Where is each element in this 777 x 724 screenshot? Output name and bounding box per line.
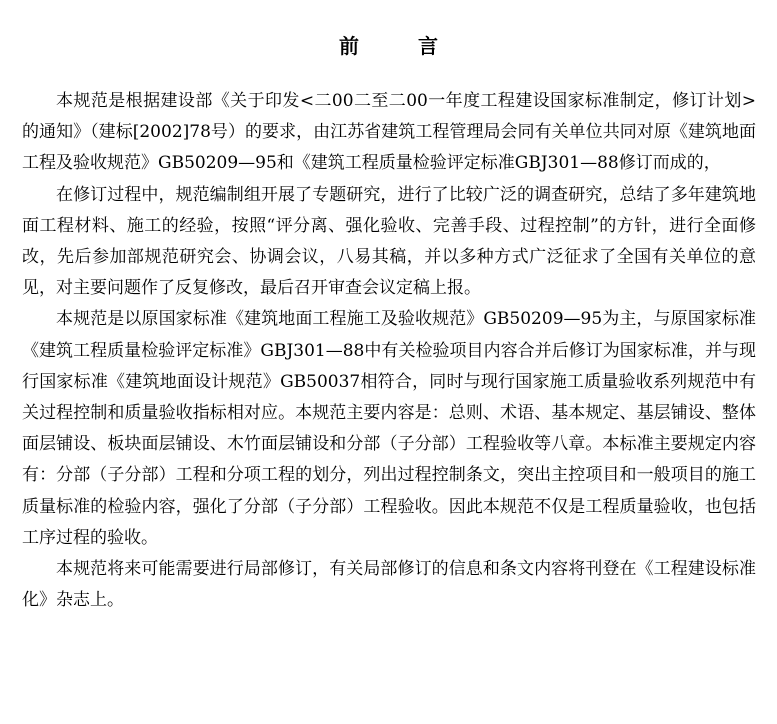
paragraph-revision-process: 在修订过程中，规范编制组开展了专题研究，进行了比较广泛的调查研究，总结了多年建筑地面工程材料、施工的经验，按照“评分离、强化验收、完善手段、过程控制”的方针，进行全面修改，先后参加部规范研究会、协调会议，八易其稿，并以多种方式广泛征求了全国有关单位的意见，对主要问题作了反复修改，最后召开审查会议定稿上报。 xyxy=(22,184,756,299)
paragraph-scope-content: 本规范是以原国家标准《建筑地面工程施工及验收规范》GB50209—95为主，与原国家标准《建筑工程质量检验评定标准》GBJ301—88中有关检验项目内容合并后修订为国家标准，并与现行国家标准《建筑地面设计规范》GB50037相符合，同时与现行国家施工质量验收系列规范中有关过程控制和质量验收指标相对应。本规范主要内容是：总则、术语、基本规定、基层铺设、整体面层铺设、板块面层铺设、木竹面层铺设和分部（子分部）工程验收等八章。本标准主要规定内容有：分部（子分部）工程和分项工程的划分，列出过程控制条文，突出主控项目和一般项目的施工质量标准的检验内容，强化了分部（子分部）工程验收。因此本规范不仅是工程质量验收，也包括工序过程的验收。 xyxy=(22,309,756,548)
paragraph-future-revision: 本规范将来可能需要进行局部修订，有关局部修订的信息和条文内容将刊登在《工程建设标准化》杂志上。 xyxy=(22,559,756,611)
page-title: 前 言 xyxy=(339,34,464,58)
paragraph-basis: 本规范是根据建设部《关于印发<二00二至二00一年度工程建设国家标准制定，修订计划>的通知》（建标[2002]78号）的要求，由江苏省建筑工程管理局会同有关单位共同对原《建筑地面工程及验收规范》GB50209—95和《建筑工程质量检验评定标准GBJ301—88修订而成的， xyxy=(22,91,756,174)
document-body xyxy=(22,86,756,616)
